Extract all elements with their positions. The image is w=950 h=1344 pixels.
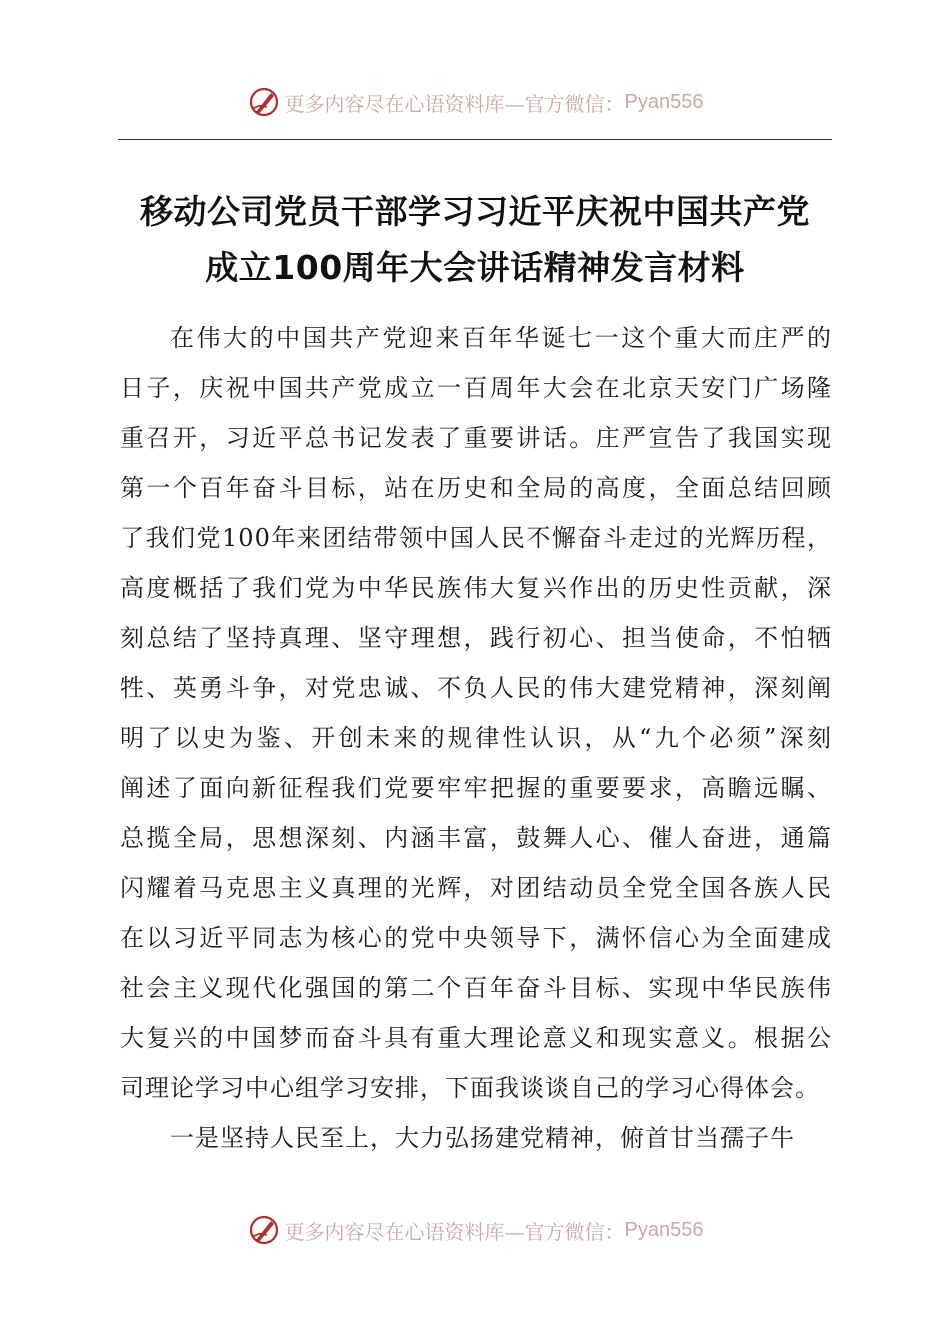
body-line: 在伟大的中国共产党迎来百年华诞七一这个重大而庄严的 [170, 324, 832, 352]
body-line: 日子，庆祝中国共产党成立一百周年大会在北京天安门广场隆 [120, 374, 832, 402]
body-line: 在以习近平同志为核心的党中央领导下，满怀信心为全面建成 [120, 924, 832, 952]
title-line-2: 成立100周年大会讲话精神发言材料 [205, 248, 745, 287]
body-line: 刻总结了坚持真理、坚守理想，践行初心、担当使命，不怕牺 [120, 624, 832, 652]
watermark-wechat-id: Pyan556 [624, 1218, 704, 1241]
body-line: 了我们党100年来团结带领中国人民不懈奋斗走过的光辉历程， [120, 524, 832, 552]
footer-watermark [0, 1210, 950, 1250]
watermark-wechat-id: Pyan556 [624, 90, 704, 113]
watermark-text: 更多内容尽在心语资料库—官方微信： [284, 91, 625, 116]
title-line-1: 移动公司党员干部学习习近平庆祝中国共产党 [140, 192, 810, 231]
header-divider [118, 139, 832, 140]
body-line: 明了以史为鉴、开创未来的规律性认识，从“九个必须”深刻 [120, 724, 832, 752]
body-line: 大复兴的中国梦而奋斗具有重大理论意义和现实意义。根据公 [120, 1024, 832, 1052]
body-line: 社会主义现代化强国的第二个百年奋斗目标、实现中华民族伟 [120, 974, 832, 1002]
body-line: 第一个百年奋斗目标，站在历史和全局的高度，全面总结回顾 [120, 474, 832, 502]
body-line: 总揽全局，思想深刻、内涵丰富，鼓舞人心、催人奋进，通篇 [120, 824, 832, 852]
quill-pen-logo-icon [247, 85, 281, 119]
body-paragraphs [120, 313, 832, 1163]
watermark-text: 更多内容尽在心语资料库—官方微信： [284, 1219, 625, 1244]
body-line: 牲、英勇斗争，对党忠诚、不负人民的伟大建党精神，深刻阐 [120, 674, 832, 702]
document-title [100, 184, 850, 296]
body-line: 司理论学习中心组学习安排，下面我谈谈自己的学习心得体会。 [120, 1074, 820, 1102]
header-watermark [0, 82, 950, 122]
quill-pen-logo-icon [247, 1213, 281, 1247]
body-line: 阐述了面向新征程我们党要牢牢把握的重要要求，高瞻远瞩、 [120, 774, 832, 802]
body-line: 重召开，习近平总书记发表了重要讲话。庄严宣告了我国实现 [120, 424, 832, 452]
body-line: 闪耀着马克思主义真理的光辉，对团结动员全党全国各族人民 [120, 874, 832, 902]
body-line: 一是坚持人民至上，大力弘扬建党精神，俯首甘当孺子牛 [170, 1124, 795, 1152]
body-line: 高度概括了我们党为中华民族伟大复兴作出的历史性贡献，深 [120, 574, 832, 602]
